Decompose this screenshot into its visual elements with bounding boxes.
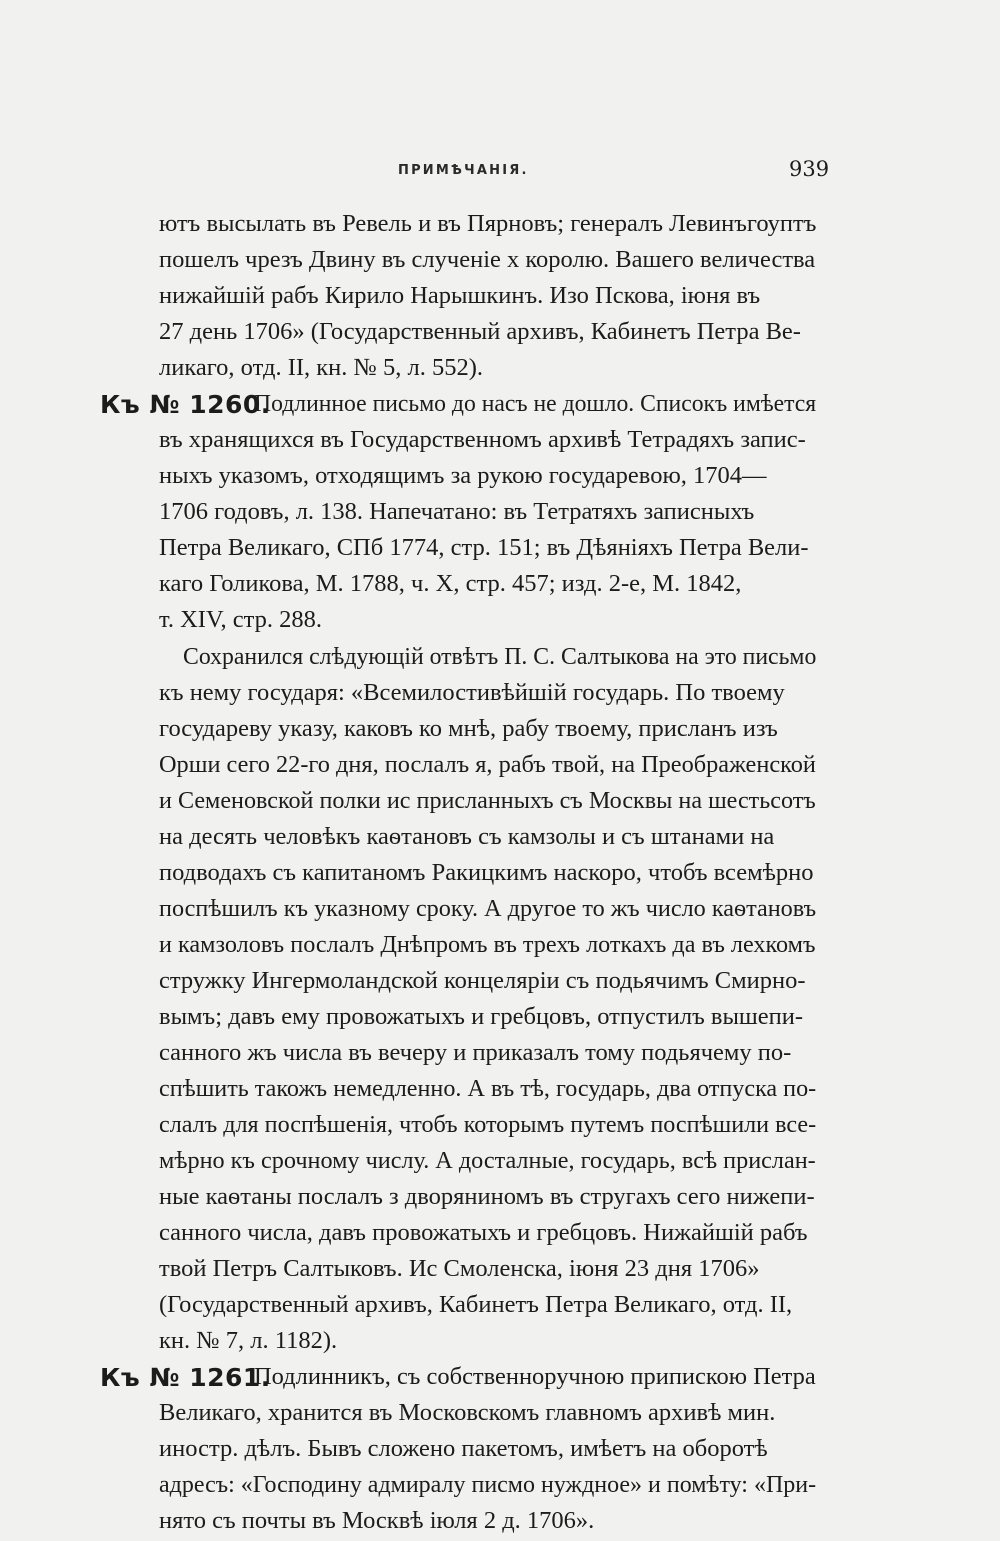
text-line: поспѣшилъ къ указному сроку. А другое то жъ число каѳтановъ xyxy=(159,895,817,922)
text-line: Подлинное письмо до насъ не дошло. Списокъ имѣется xyxy=(254,390,817,417)
text-line: стружку Ингермоландской концеляріи съ подьячимъ Смирно- xyxy=(159,967,806,994)
page-number: 939 xyxy=(789,157,830,181)
text-line: ликаго, отд. II, кн. № 5, л. 552). xyxy=(159,354,484,381)
entry-ref-1261: Къ № 1261. xyxy=(100,1363,271,1392)
text-line: подводахъ съ капитаномъ Ракицкимъ наскоро, чтобъ всемѣрно xyxy=(159,859,814,886)
running-header: ПРИМѢЧАНІЯ. xyxy=(398,163,529,178)
text-line: спѣшить такожъ немедленно. А въ тѣ, государь, два отпуска по- xyxy=(159,1075,817,1102)
text-line: твой Петръ Салтыковъ. Ис Смоленска, іюня 23 дня 1706» xyxy=(159,1255,760,1282)
text-line: и Семеновской полки ис присланныхъ съ Москвы на шестьсотъ xyxy=(159,787,816,814)
text-line: нижайшій рабъ Кирило Нарышкинъ. Изо Пскова, іюня въ xyxy=(159,282,761,309)
text-line: санного числа, давъ провожатыхъ и гребцовъ. Нижайшій рабъ xyxy=(159,1219,808,1246)
text-line: Сохранился слѣдующій отвѣтъ П. С. Салтыкова на это письмо xyxy=(183,643,817,670)
text-line: слалъ для поспѣшенія, чтобъ которымъ путемъ поспѣшили все- xyxy=(159,1111,817,1138)
text-line: 27 день 1706» (Государственный архивъ, Кабинетъ Петра Ве- xyxy=(159,318,801,345)
entry-ref-1260: Къ № 1260. xyxy=(100,390,271,419)
text-line: кн. № 7, л. 1182). xyxy=(159,1327,338,1354)
text-line: Петра Великаго, СПб 1774, стр. 151; въ Дѣяніяхъ Петра Вели- xyxy=(159,534,809,561)
text-line: мѣрно къ срочному числу. А досталные, государь, всѣ прислан- xyxy=(159,1147,816,1174)
text-line: пошелъ чрезъ Двину въ слученіе х королю. Вашего величества xyxy=(159,246,816,273)
text-line: къ нему государя: «Всемилостивѣйшій государь. По твоему xyxy=(159,679,785,706)
text-line: и камзоловъ послалъ Днѣпромъ въ трехъ лоткахъ да въ лехкомъ xyxy=(159,931,816,958)
text-line: государеву указу, каковъ ко мнѣ, рабу твоему, присланъ изъ xyxy=(159,715,778,742)
text-line: ные каѳтаны послалъ з дворяниномъ въ стругахъ сего нижепи- xyxy=(159,1183,815,1210)
text-line: иностр. дѣлъ. Бывъ сложено пакетомъ, имѣетъ на оборотѣ xyxy=(159,1435,768,1462)
text-line: 1706 годовъ, л. 138. Напечатано: въ Тетратяхъ записныхъ xyxy=(159,498,755,525)
text-line: Орши сего 22-го дня, послалъ я, рабъ твой, на Преображенской xyxy=(159,751,816,778)
text-line: санного жъ числа въ вечеру и приказалъ тому подьячему по- xyxy=(159,1039,792,1066)
text-line: нято съ почты въ Москвѣ іюля 2 д. 1706». xyxy=(159,1507,595,1534)
text-line: адресъ: «Господину адмиралу писмо нуждное» и помѣту: «При- xyxy=(159,1471,817,1498)
text-line: на десять человѣкъ каѳтановъ съ камзолы и съ штанами на xyxy=(159,823,775,850)
text-line: т. XIV, стр. 288. xyxy=(159,606,323,633)
text-line: ныхъ указомъ, отходящимъ за рукою государевою, 1704— xyxy=(159,462,767,489)
text-line: Великаго, хранится въ Московскомъ главномъ архивѣ мин. xyxy=(159,1399,776,1426)
text-line: Подлинникъ, съ собственноручною припискою Петра xyxy=(254,1363,816,1390)
text-line: (Государственный архивъ, Кабинетъ Петра Великаго, отд. II, xyxy=(159,1291,793,1318)
text-line: вымъ; давъ ему провожатыхъ и гребцовъ, отпустилъ вышепи- xyxy=(159,1003,804,1030)
text-line: ютъ высылать въ Ревель и въ Пярновъ; генералъ Левинъгоуптъ xyxy=(159,210,817,237)
text-line: каго Голикова, М. 1788, ч. X, стр. 457; изд. 2-е, М. 1842, xyxy=(159,570,742,597)
text-line: въ хранящихся въ Государственномъ архивѣ Тетрадяхъ запис- xyxy=(159,426,806,453)
